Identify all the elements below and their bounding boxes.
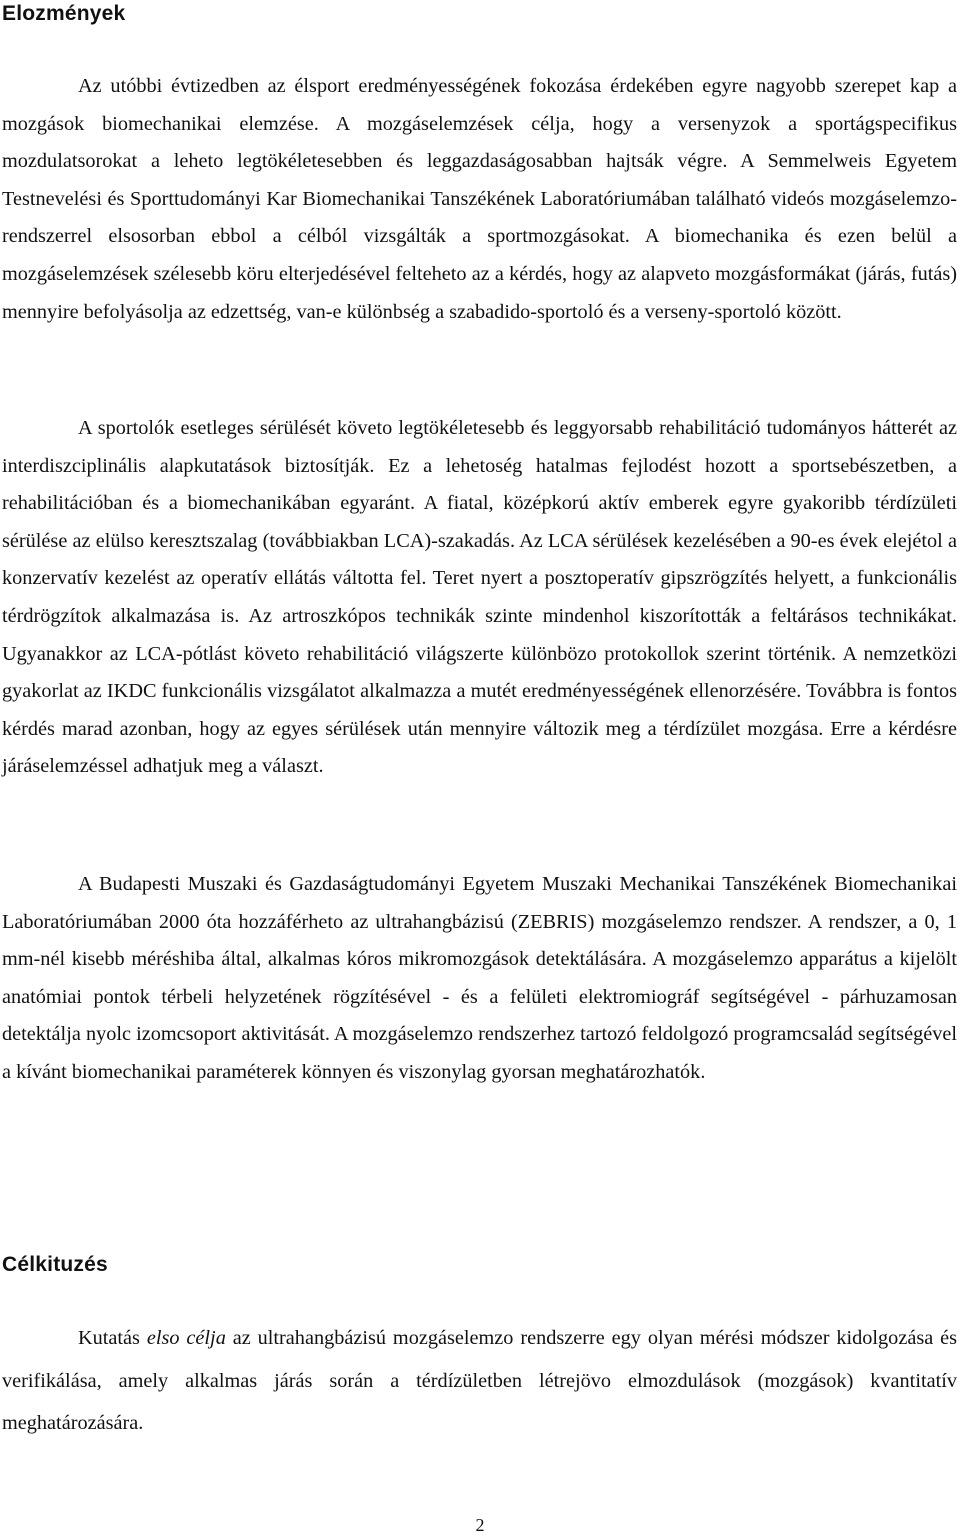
- page-number: 2: [475, 1515, 485, 1535]
- aims-paragraph: [2, 1317, 957, 1445]
- aims-emphasis: elso célja: [146, 1327, 226, 1349]
- body-paragraph: Az utóbbi évtizedben az élsport eredményességének fokozása érdekében egyre nagyobb szerepet kap a mozgások biomechanikai elemzése. A mozgáselemzések célja, hogy a versenyzok a sportágspecifikus mozdulatsorokat a leheto legtökéletesebben és leggazdaságosabban hajtsák végre. A Semmelweis Egyetem Testnevelési és Sporttudományi Kar Biomechanikai Tanszékének Laboratóriumában található videós mozgáselemzo-rendszerrel elsosorban ebbol a célból vizsgálták a sportmozgásokat. A biomechanika és ezen belül a mozgáselemzések szélesebb köru elterjedésével felteheto az a kérdés, hogy az alapveto mozgásformákat (járás, futás) mennyire befolyásolja az edzettség, van-e különbség a szabadido-sportoló és a verseny-sportoló között.: [2, 75, 957, 323]
- section-heading-aims: Célkituzés: [2, 1253, 108, 1276]
- aims-text-start: Kutatás: [78, 1327, 147, 1349]
- body-paragraph: A sportolók esetleges sérülését követo legtökéletesebb és leggyorsabb rehabilitáció tudományos hátterét az interdiszciplinális alapkutatások biztosítják. Ez a lehetoség hatalmas fejlodést hozott a sportsebészetben, a rehabilitációban és a biomechanikában egyaránt. A fiatal, középkorú aktív emberek egyre gyakoribb térdízületi sérülése az elülso keresztszalag (továbbiakban LCA)-szakadás. Az LCA sérülések kezelésében a 90-es évek elejétol a konzervatív kezelést az operatív ellátás váltotta fel. Teret nyert a posztoperatív gipszrögzítés helyett, a funkcionális térdrögzítok alkalmazása is. Az artroszkópos technikák szinte mindenhol kiszorították a feltárásos technikákat. Ugyanakkor az LCA-pótlást követo rehabilitáció világszerte különbözo protokollok szerint történik. A nemzetközi gyakorlat az IKDC funkcionális vizsgálatot alkalmazza a mutét eredményességének ellenorzésére. Továbbra is fontos kérdés marad azonban, hogy az egyes sérülések után mennyire változik meg a térdízület mozgása. Erre a kérdésre járáselemzéssel adhatjuk meg a választ.: [2, 417, 957, 778]
- body-paragraph: A Budapesti Muszaki és Gazdaságtudományi Egyetem Muszaki Mechanikai Tanszékének Biomechanikai Laboratóriumában 2000 óta hozzáférheto az ultrahangbázisú (ZEBRIS) mozgáselemzo rendszer. A rendszer, a 0, 1 mm-nél kisebb méréshiba által, alkalmas kóros mikromozgások detektálására. A mozgáselemzo apparátus a kijelölt anatómiai pontok térbeli helyzetének rögzítésével - és a felületi elektromiográf segítségével - párhuzamosan detektálja nyolc izomcsoport aktivitását. A mozgáselemzo rendszerhez tartozó feldolgozó programcsalád segítségével a kívánt biomechanikai paraméterek könnyen és viszonylag gyorsan meghatározhatók.: [2, 873, 957, 1083]
- aims-text-end: az ultrahangbázisú mozgáselemzo rendszerre egy olyan mérési módszer kidolgozása és verifikálása, amely alkalmas járás során a térdízületben létrejövo elmozdulások (mozgások) kvantitatív meghatározására.: [2, 1327, 958, 1434]
- section-heading-background: Elozmények: [2, 2, 126, 25]
